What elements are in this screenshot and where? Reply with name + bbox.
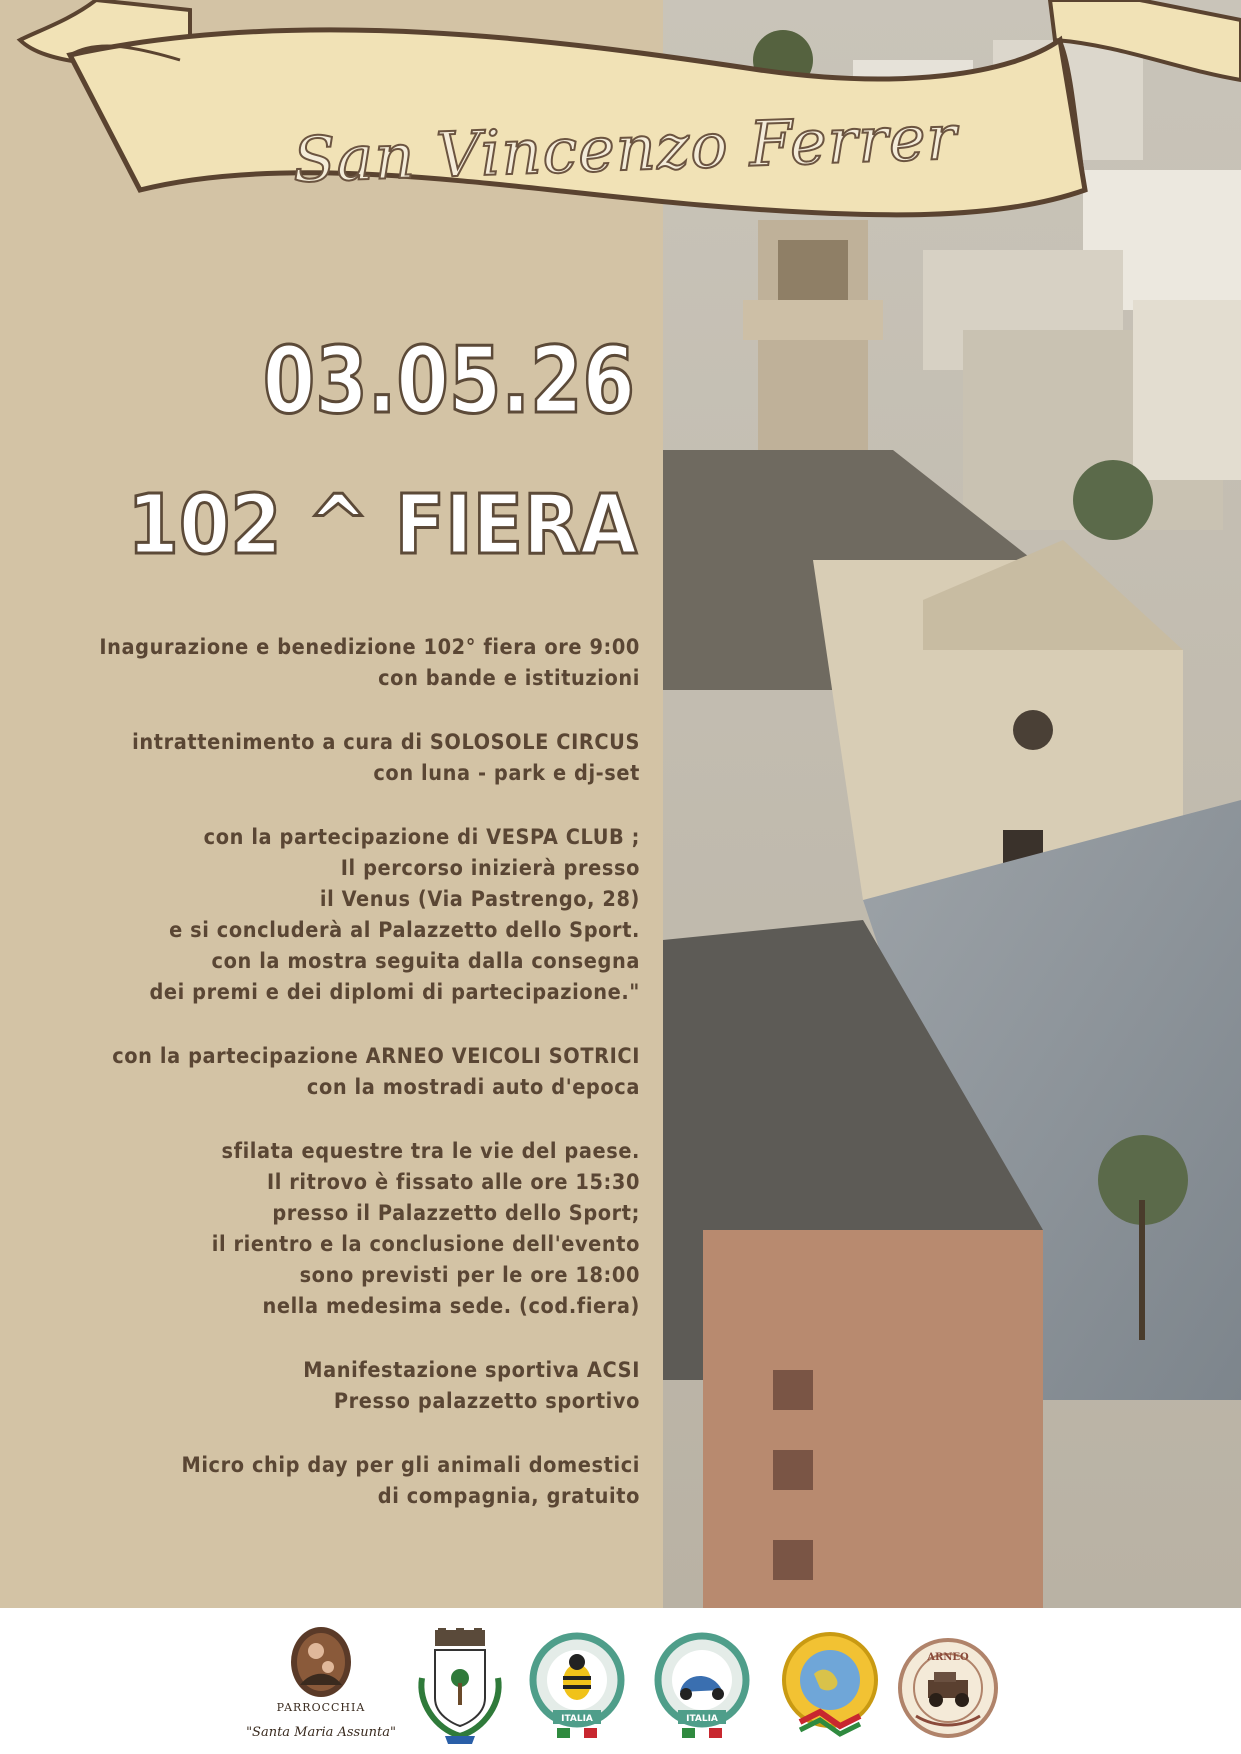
program-item xyxy=(20,1136,640,1322)
program-line: Inagurazione e benedizione 102° fiera ore 9:00 xyxy=(99,635,640,660)
program-line: con la mostra seguita dalla consegna xyxy=(211,949,640,974)
program-line: il rientro e la conclusione dell'evento xyxy=(211,1232,640,1257)
program-line: sfilata equestre tra le vie del paese. xyxy=(221,1139,640,1164)
parish-label: PARROCCHIA xyxy=(276,1701,366,1714)
program-line: Manifestazione sportiva ACSI xyxy=(303,1358,640,1383)
scooter-badge-icon xyxy=(652,1632,752,1744)
program-line: con luna - park e dj-set xyxy=(373,761,640,786)
program-line: nella medesima sede. (cod.fiera) xyxy=(262,1294,640,1319)
coat-of-arms-icon xyxy=(410,1628,510,1746)
program-line: Il percorso inizierà presso xyxy=(340,856,640,881)
program-line: sono previsti per le ore 18:00 xyxy=(299,1263,640,1288)
event-date: 03.05.26 xyxy=(262,327,635,434)
parish-name: "Santa Maria Assunta" xyxy=(246,1725,396,1740)
program-item xyxy=(20,1041,640,1103)
program-line: il Venus (Via Pastrengo, 28) xyxy=(319,887,640,912)
program-line: di compagnia, gratuito xyxy=(377,1484,640,1509)
bee-badge-icon xyxy=(527,1632,627,1744)
program-line: con la partecipazione ARNEO VEICOLI SOTRICI xyxy=(112,1044,640,1069)
program-line: Presso palazzetto sportivo xyxy=(333,1389,640,1414)
fair-edition: 102 ^ FIERA xyxy=(127,478,637,573)
bee-badge-label: ITALIA xyxy=(561,1714,593,1724)
scooter-badge-label: ITALIA xyxy=(686,1714,718,1724)
program-line: con la partecipazione di VESPA CLUB ; xyxy=(203,825,640,850)
program-line: e si concluderà al Palazzetto dello Sport. xyxy=(169,918,640,943)
arneo-badge-label: ARNEO xyxy=(927,1652,969,1663)
program-item xyxy=(20,822,640,1008)
program-item xyxy=(20,1355,640,1417)
program-line: Il ritrovo è fissato alle ore 15:30 xyxy=(266,1170,640,1195)
madonna-icon xyxy=(286,1625,356,1699)
program-line: presso il Palazzetto dello Sport; xyxy=(272,1201,640,1226)
program-item xyxy=(20,727,640,789)
program-line: Micro chip day per gli animali domestici xyxy=(181,1453,640,1478)
vintage-car-badge-icon xyxy=(896,1636,1000,1740)
event-title: San Vincenzo Ferrer xyxy=(291,100,959,197)
program-line: con bande e istituzioni xyxy=(378,666,640,691)
globe-badge-icon xyxy=(780,1630,880,1742)
program-item xyxy=(20,632,640,694)
program-line: con la mostradi auto d'epoca xyxy=(306,1075,640,1100)
program-line: intrattenimento a cura di SOLOSOLE CIRCUS xyxy=(132,730,640,755)
program-line: dei premi e dei diplomi di partecipazione." xyxy=(149,980,640,1005)
program-list xyxy=(20,632,640,1545)
program-item xyxy=(20,1450,640,1512)
church-aerial-photo xyxy=(663,0,1241,1608)
